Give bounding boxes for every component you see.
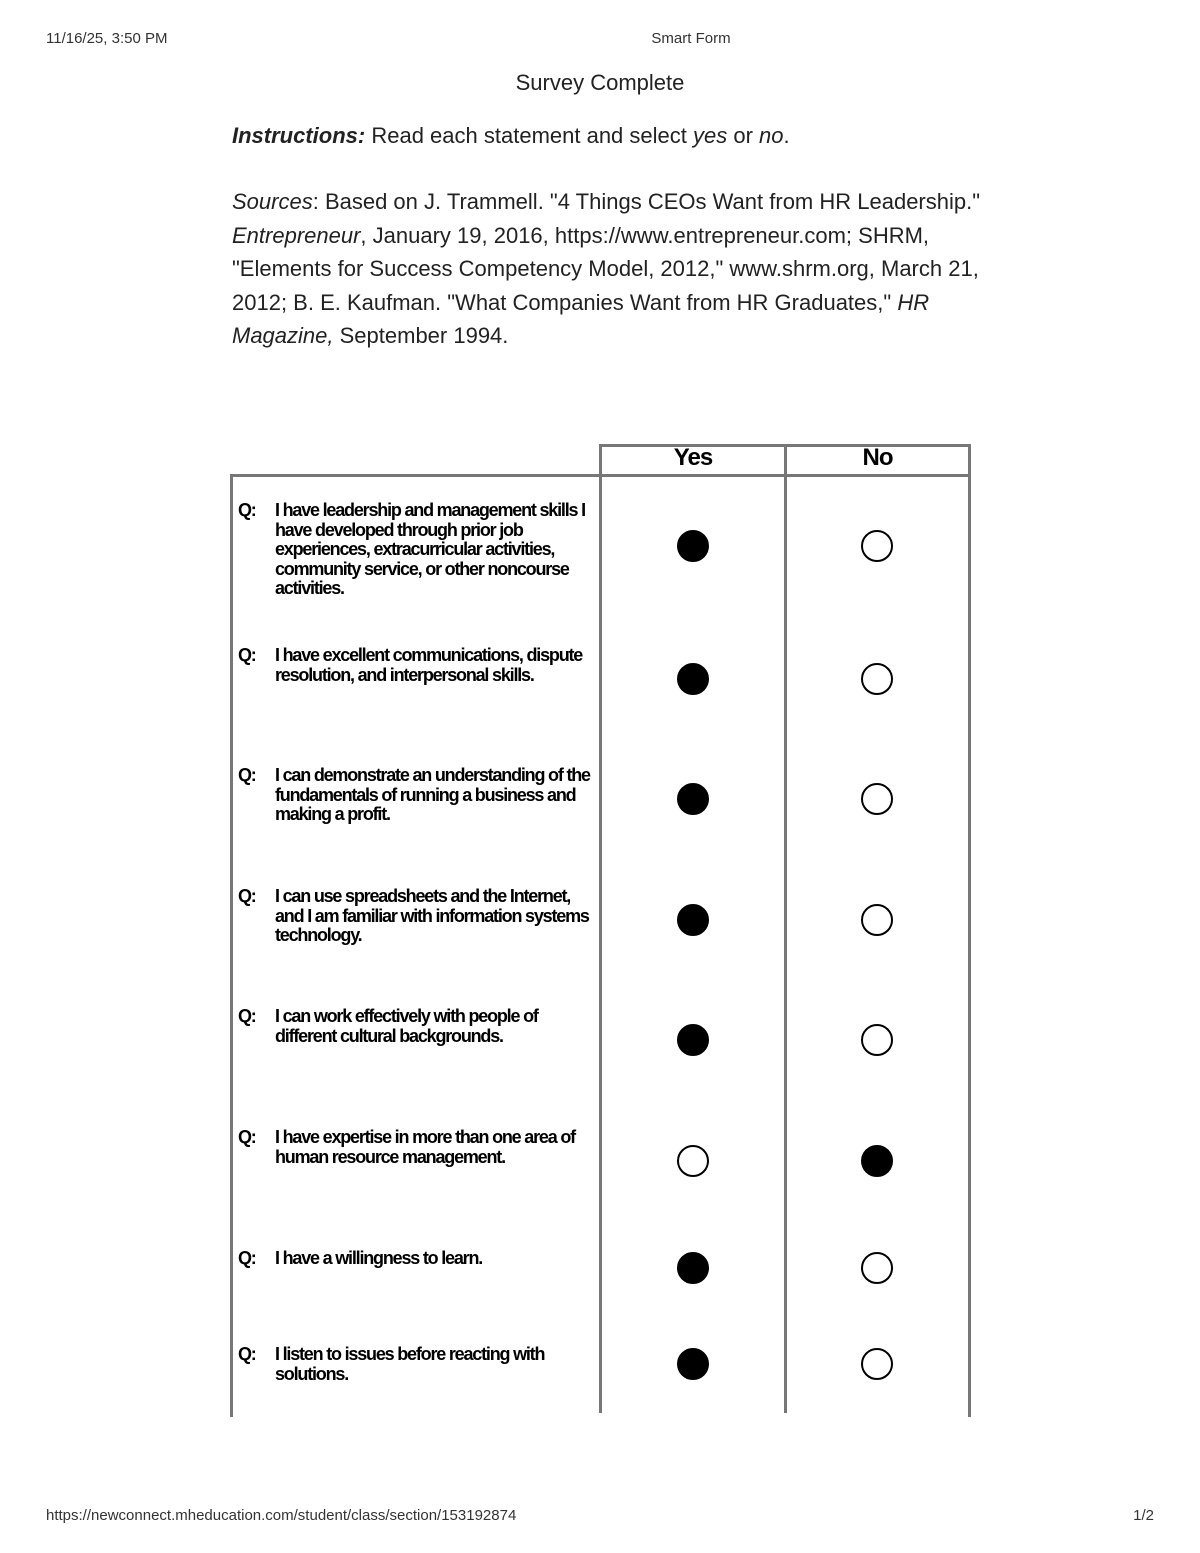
instructions-yes-word: yes: [693, 123, 728, 148]
instructions-or: or: [727, 123, 760, 148]
yes-radio[interactable]: [677, 663, 709, 695]
yes-radio[interactable]: [677, 1024, 709, 1056]
yes-radio[interactable]: [677, 783, 709, 815]
no-radio[interactable]: [861, 1348, 893, 1380]
print-url: https://newconnect.mheducation.com/student/class/section/153192874: [46, 1507, 517, 1524]
sources-part3: September 1994.: [333, 323, 509, 349]
sources-publication-hr-magazine: HR Magazine,: [232, 289, 930, 349]
no-radio[interactable]: [861, 783, 893, 815]
table-divider-yes-no: [784, 444, 787, 1413]
question-text: I have expertise in more than one area of human resource management.: [275, 1127, 575, 1167]
question-text: I have leadership and management skills I have developed through prior job experiences, extracurricular activities, community service, or other noncourse activities.: [275, 500, 585, 599]
question-label: Q:: [238, 1248, 256, 1268]
yes-radio[interactable]: [677, 530, 709, 562]
question-label: Q:: [238, 500, 256, 520]
question-label: Q:: [238, 1344, 256, 1364]
question-text: I can use spreadsheets and the Internet, and I am familiar with information systems technology.: [275, 886, 589, 946]
question-text: I can demonstrate an understanding of the fundamentals of running a business and making a profit.: [275, 765, 590, 825]
instructions-no-word: no: [759, 123, 784, 148]
no-radio[interactable]: [861, 1145, 893, 1177]
yes-radio[interactable]: [677, 1252, 709, 1284]
question-text: I listen to issues before reacting with solutions.: [275, 1344, 545, 1384]
question-text: I can work effectively with people of different cultural backgrounds.: [275, 1006, 538, 1046]
sources-part1: : Based on J. Trammell. "4 Things CEOs Want from HR Leadership.": [312, 189, 981, 214]
no-radio[interactable]: [861, 1252, 893, 1284]
yes-radio[interactable]: [677, 1348, 709, 1380]
table-right-border: [968, 444, 971, 1417]
no-radio[interactable]: [861, 530, 893, 562]
no-radio[interactable]: [861, 1024, 893, 1056]
column-header-yes: Yes: [673, 444, 713, 471]
question-label: Q:: [238, 1127, 256, 1147]
instructions-end: .: [783, 123, 790, 148]
question-label: Q:: [238, 886, 256, 906]
table-divider-question-yes: [599, 444, 602, 1413]
sources-part2: , January 19, 2016, https://www.entrepreneur.com; SHRM, "Elements for Success Competency Model, 2012," www.shrm.org, March 21, 2012; B. E. Kaufman. "What Companies Want from HR Graduates,": [232, 222, 979, 315]
print-page-number: 1/2: [1133, 1507, 1154, 1524]
table-left-border: [230, 474, 233, 1417]
sources-publication-entrepreneur: Entrepreneur: [232, 222, 361, 248]
sources: [232, 185, 992, 353]
column-header-no: No: [862, 444, 893, 471]
instructions-label: Instructions:: [232, 123, 366, 148]
question-text: I have a willingness to learn.: [275, 1248, 483, 1268]
print-page-title: Smart Form: [651, 30, 731, 47]
yes-radio[interactable]: [677, 904, 709, 936]
question-text: I have excellent communications, dispute resolution, and interpersonal skills.: [275, 645, 583, 685]
sources-label: Sources: [232, 189, 313, 214]
question-label: Q:: [238, 645, 256, 665]
question-label: Q:: [238, 1006, 256, 1026]
page-title: Survey Complete: [515, 70, 685, 95]
print-datetime: 11/16/25, 3:50 PM: [46, 30, 168, 47]
yes-radio[interactable]: [677, 1145, 709, 1177]
no-radio[interactable]: [861, 904, 893, 936]
instructions-text: Read each statement and select: [365, 123, 693, 148]
question-label: Q:: [238, 765, 256, 785]
no-radio[interactable]: [861, 663, 893, 695]
instructions: [232, 119, 992, 153]
